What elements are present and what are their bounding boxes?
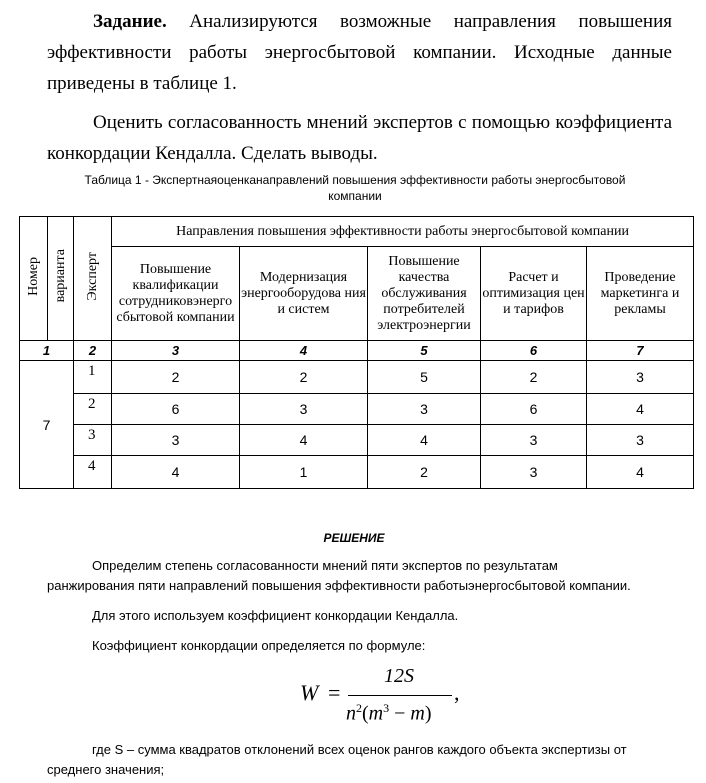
column-number: 6 [481,341,587,361]
expert-cell: 3 [74,425,112,456]
value-cell: 3 [587,425,694,456]
table-caption-line1: Таблица 1 - Экспертнаяоценканаправлений повышения эффективности работы энергосбытовой [84,173,626,187]
value-cell: 2 [112,361,240,394]
column-number: 2 [74,341,112,361]
solution-paragraph-4 [19,740,689,780]
solution-p1-line1: Определим степень согласованности мнений пяти экспертов по результатам [92,558,558,573]
value-cell: 4 [587,394,694,425]
column-number: 3 [112,341,240,361]
header-direction-3: Повышение качества обслуживания потребителей электроэнергии [368,247,481,341]
value-cell: 3 [112,425,240,456]
table-row [20,361,694,394]
fraction-bar [348,695,452,696]
expert-cell: 2 [74,394,112,425]
value-cell: 3 [481,456,587,489]
column-number: 7 [587,341,694,361]
column-number: 4 [240,341,368,361]
value-cell: 1 [240,456,368,489]
expert-table [19,216,694,489]
table-caption-line2: компании [328,189,382,203]
header-expert: Эксперт [74,217,112,341]
formula-comma: , [454,680,460,705]
solution-title: РЕШЕНИЕ [323,531,385,545]
task-block [47,6,672,169]
value-cell: 3 [240,394,368,425]
expert-cell: 4 [74,456,112,489]
solution-p1-line2: ранжирования пяти направлений повышения эффективности работыэнергосбытовой компании. [47,578,631,593]
value-cell: 5 [368,361,481,394]
header-direction-5: Проведение маркетинга и рекламы [587,247,694,341]
solution-paragraph-2: Для этого используем коэффициент конкордации Кендалла. [92,608,459,623]
value-cell: 6 [112,394,240,425]
formula-lhs: W [300,680,319,705]
table-row [20,394,694,425]
expert-cell: 1 [74,361,112,394]
header-direction-4: Расчет и оптимизация цен и тарифов [481,247,587,341]
value-cell: 2 [240,361,368,394]
header-directions-group: Направления повышения эффективности работы энергосбытовой компании [112,217,694,247]
table-row [20,456,694,489]
value-cell: 4 [368,425,481,456]
solution-p4-line2: среднего значения; [47,762,165,777]
value-cell: 6 [481,394,587,425]
header-variant-a: Номер [20,217,48,341]
value-cell: 3 [368,394,481,425]
value-cell: 2 [481,361,587,394]
task-instruction: Оценить согласованность мнений экспертов с помощью коэффициента конкордации Кендалла. Сделать выводы. [47,112,672,164]
formula-equals: = [328,680,341,705]
value-cell: 4 [587,456,694,489]
solution-paragraph-3: Коэффициент конкордации определяется по формуле: [92,638,426,653]
column-number: 5 [368,341,481,361]
solution-paragraph-1 [19,556,689,596]
table-row [20,425,694,456]
table-caption [40,172,670,204]
column-number: 1 [20,341,74,361]
value-cell: 2 [368,456,481,489]
value-cell: 4 [112,456,240,489]
task-label: Задание. [93,11,167,32]
value-cell: 3 [587,361,694,394]
value-cell: 4 [240,425,368,456]
value-cell: 3 [481,425,587,456]
task-paragraph [47,6,672,99]
variant-cell: 7 [20,361,74,489]
formula-denominator: $n^2(m^3 - m)$ [346,701,432,725]
header-direction-1: Повышение квалификации сотрудниковэнерго сбытовой компании [112,247,240,341]
solution-p4-line1: где S – сумма квадратов отклонений всех оценок рангов каждого объекта экспертизы от [92,742,627,757]
header-direction-2: Модернизация энергооборудова ния и систем [240,247,368,341]
formula-numerator: 12S [384,665,414,687]
header-variant-b: варианта [48,217,74,341]
task-text: Анализируются возможные направления повышения эффективности работы энергосбытовой компании. Исходные данные приведены в таблице 1. [47,11,672,94]
